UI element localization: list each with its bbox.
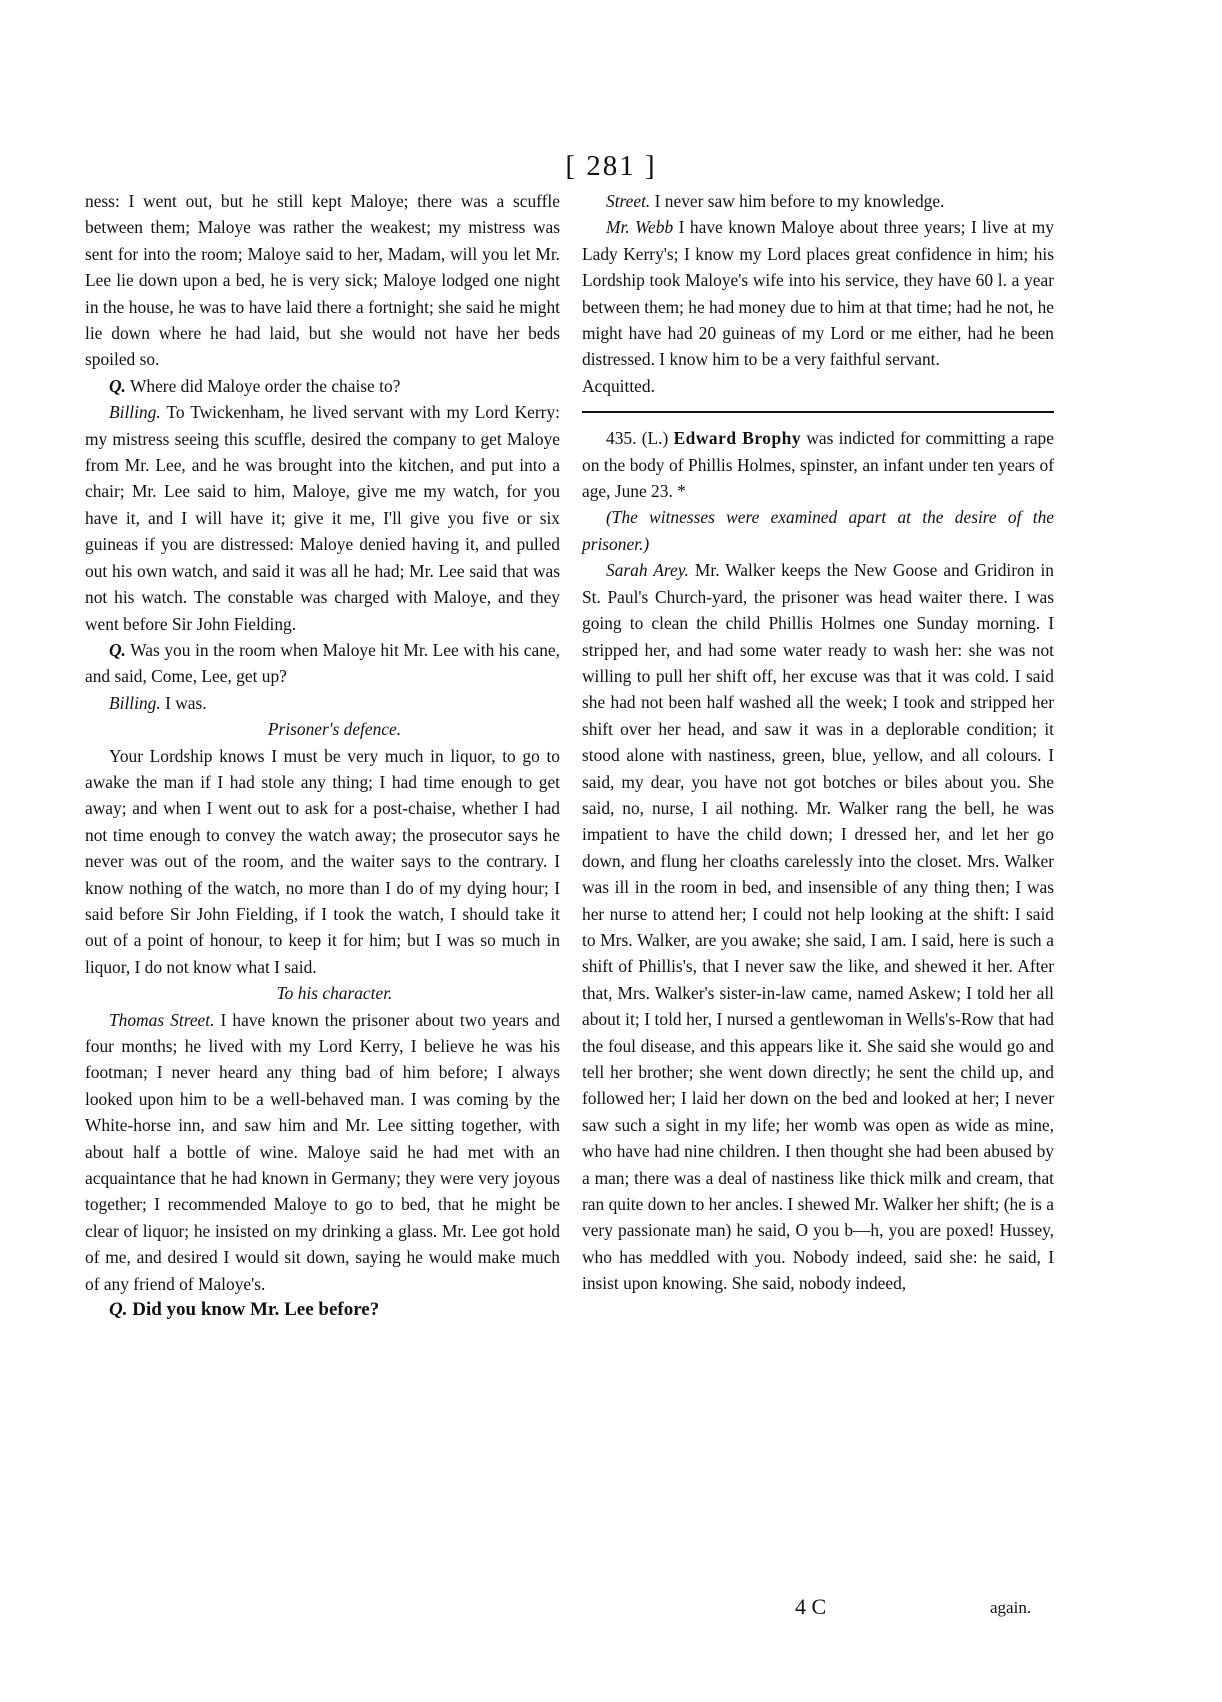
question: [85, 637, 560, 690]
speaker-name: Mr. Webb: [606, 217, 674, 238]
speaker-name: Street.: [606, 191, 651, 211]
speaker-name: Thomas Street.: [109, 1009, 215, 1030]
testimony: [582, 557, 1054, 1296]
witness-note: [582, 504, 1054, 557]
question-text: Was you in the room when Maloye hit Mr. Lee with his cane, and said, Come, Lee, get up?: [85, 639, 560, 687]
speaker-name: Sarah Arey.: [606, 560, 689, 581]
testimony: [582, 214, 1054, 372]
question-label: Q.: [109, 375, 126, 396]
left-column: [85, 188, 560, 1323]
testimony: [582, 188, 1054, 214]
speaker-name: Billing.: [109, 692, 161, 713]
speaker-name: Billing.: [109, 402, 161, 423]
testimony: [85, 399, 560, 637]
testimony-text: I was.: [165, 692, 207, 713]
testimony-text: To Twickenham, he lived servant with my Lord Kerry: my mistress seeing this scuffle, desired the company to get Maloye from Mr. Lee, and he was brought into the kitchen, and put into a chair; Mr. Lee said to him, Maloye, give me my watch, for you have it, and I will have it; give it me, I'll give you five or six guineas if you are distressed: Maloye denied having it, and pulled out his own watch, and said it was all he had; Mr. Lee said that was not his watch. The constable was charged with Maloye, and they went before Sir John Fielding.: [85, 402, 560, 634]
witness-note-text: (The witnesses were examined apart at the desire of the prisoner.): [582, 507, 1054, 554]
case-indictment: [582, 425, 1054, 504]
page-footer: [0, 1594, 1222, 1624]
testimony: [85, 1007, 560, 1297]
paragraph-text: Your Lordship knows I must be very much in liquor, to go to awake the man if I had stole any thing; I had time enough to get away; and when I went out to ask for a post-chaise, whether I had not time enough to convey the watch away; the prosecutor says he never was out of the room, and the waiter says to the contrary. I know nothing of the watch, no more than I do of my dying hour; I said before Sir John Fielding, if I took the watch, I should take it out of a point of honour, to keep it for him; but I was so much in liquor, I do not know what I said.: [85, 745, 560, 977]
verdict: Acquitted.: [582, 375, 655, 396]
testimony-text: I have known Maloye about three years; I live at my Lady Kerry's; I know my Lord places great confidence in him; his Lordship took Maloye's wife into his service, they have 60 l. a year between them; he had money due to him at that time; had he not, he might have had 20 guineas of my Lord or me either, had he been distressed. I know him to be a very faithful servant.: [582, 217, 1054, 370]
section-heading: To his character.: [276, 983, 393, 1004]
defendant-name: Edward Brophy: [673, 428, 802, 449]
catchword: again.: [990, 1598, 1032, 1617]
section-divider: [582, 411, 1054, 413]
case-number: 435. (L.): [606, 428, 669, 449]
indictment-text: was indicted for committing a rape on the body of Phillis Holmes, spinster, an infant under ten years of age, June 23. *: [582, 428, 1054, 502]
testimony-text: I never saw him before to my knowledge.: [654, 191, 945, 211]
paragraph-text: ness: I went out, but he still kept Maloye; there was a scuffle between them; Maloye was rather the weakest; my mistress was sent for into the room; Maloye said to her, Madam, will you let Mr. Lee lie down upon a bed, he is very sick; Maloye lodged one night in the house, he was to have laid there a fortnight; she said he might lie down where he had laid, but she would not have her beds spoiled so.: [85, 191, 560, 370]
right-column: [582, 188, 1054, 1297]
question-label: Q.: [109, 639, 126, 660]
question-text: Where did Maloye order the chaise to?: [129, 375, 401, 396]
testimony: [85, 690, 560, 716]
question: [85, 1297, 560, 1323]
question-label: Q.: [109, 1299, 128, 1321]
question-text: Did you know Mr. Lee before?: [132, 1299, 380, 1321]
paragraph: [85, 743, 560, 981]
question: [85, 373, 560, 399]
page-number: [ 281 ]: [565, 150, 657, 182]
section-heading: Prisoner's defence.: [267, 719, 402, 740]
paragraph: [85, 188, 560, 373]
testimony-text: I have known the prisoner about two years and four months; he lived with my Lord Kerry, I believe he was his footman; I never heard any thing bad of him before; I always looked upon him to be a well-behaved man. I was coming by the White-horse inn, and saw him and Mr. Lee sitting together, with about half a bottle of wine. Maloye said he had met with an acquaintance that he had known in Germany; they were very joyous together; I recommended Maloye to go to bed, that he might be clear of liquor; he insisted on my drinking a glass. Mr. Lee got hold of me, and desired I would sit down, saying he would make much of any friend of Maloye's.: [85, 1009, 560, 1294]
testimony-text: Mr. Walker keeps the New Goose and Gridiron in St. Paul's Church-yard, the prisoner was head waiter there. I was going to clean the child Phillis Holmes one Sunday morning. I stripped her, and had some water ready to wash her: she was not willing to pull her shift off, her excuse was that it was cold. I said she had not been half washed all the week; I took and stripped her shift over her head, and saw it was in a deplorable condition; it stood alone with nastiness, green, blue, yellow, and all colours. I said, my dear, you have not got botches or biles about you. She said, no, nurse, I ail nothing. Mr. Walker rang the bell, he was impatient to have the child down; I dressed her, and let her go down, and flung her cloaths carelessly into the closet. Mrs. Walker was ill in the room in bed, and insensible of any thing then; I was her nurse to attend her; I could not help looking at the shift: I said to Mrs. Walker, are you awake; she said, I am. I said, here is such a shift of Phillis's, that I never saw the like, and shewed it her. After that, Mrs. Walker's sister-in-law came, named Askew; I told her all about it; I told her, I nursed a gentlewoman in Wells's-Row that had the foul disease, and this appears like it. She said she would go and tell her brother; she went down directly; he sent the child up, and followed her; I laid her down on the bed and looked at her; I never saw such a sight in my life; her womb was open as wide as mine, who have had nine children. I then thought she had been abused by a man; there was a deal of nastiness like thick milk and cream, that ran quite down to her ancles. I shewed Mr. Walker her shift; (he is a very passionate man) he said, O you b—h, you are poxed! Hussey, who has meddled with you. Nobody indeed, said she: he said, I insist upon knowing. She said, nobody indeed,: [582, 560, 1054, 1294]
signature-mark: 4 C: [795, 1594, 827, 1619]
